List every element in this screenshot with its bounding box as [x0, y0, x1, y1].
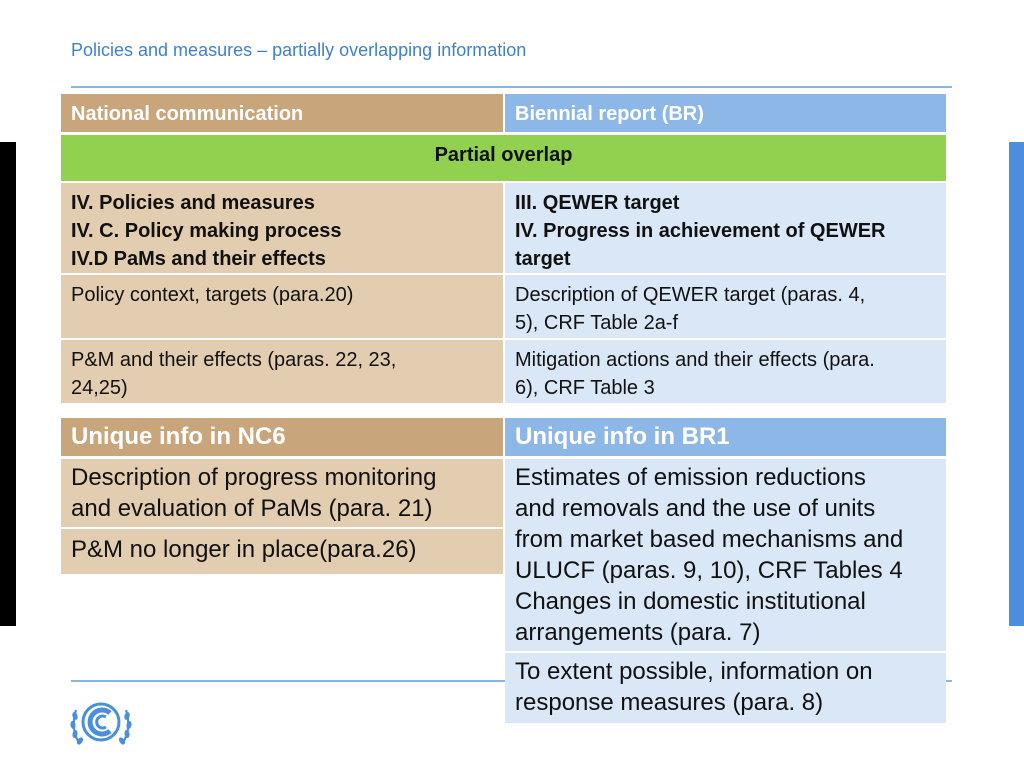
- cell-line: P&M no longer in place(para.26): [71, 536, 417, 563]
- nc-section-line: IV. Policies and measures: [71, 192, 315, 214]
- unique-nc-monitoring-cell: [61, 459, 503, 527]
- cell-line: and evaluation of PaMs (para. 21): [71, 495, 433, 522]
- nc-section-line: IV.D PaMs and their effects: [71, 248, 326, 270]
- cell-line: ULUCF (paras. 9, 10), CRF Tables 4: [515, 557, 903, 584]
- br-section-line: IV. Progress in achievement of QEWER: [515, 220, 886, 242]
- cell-line: Mitigation actions and their effects (para.: [515, 349, 875, 371]
- cell-line: from market based mechanisms and: [515, 526, 904, 553]
- cell-line: To extent possible, information on: [515, 658, 873, 685]
- br-sections-cell: [505, 183, 946, 273]
- cell-line: arrangements (para. 7): [515, 619, 761, 646]
- unique-nc-no-longer-cell: [61, 529, 503, 574]
- cell-line: Description of QEWER target (paras. 4,: [515, 284, 866, 306]
- title-divider: [71, 86, 952, 88]
- left-accent-bar: [0, 142, 16, 626]
- partial-overlap-band: Partial overlap: [61, 135, 946, 181]
- cell-line: Changes in domestic institutional: [515, 588, 866, 615]
- nc-pam-effects-cell: [61, 340, 503, 403]
- unique-br-estimates-cell: [505, 459, 946, 651]
- unique-br-header: Unique info in BR1: [505, 418, 946, 456]
- nc-sections-cell: [61, 183, 503, 273]
- slide-title: Policies and measures – partially overlapping information: [71, 40, 527, 60]
- cell-line: Description of progress monitoring: [71, 464, 437, 491]
- unique-nc-header: Unique info in NC6: [61, 418, 503, 456]
- nc-header: National communication: [61, 94, 503, 132]
- cell-line: and removals and the use of units: [515, 495, 876, 522]
- cell-line: Policy context, targets (para.20): [71, 284, 354, 306]
- cell-line: Estimates of emission reductions: [515, 464, 866, 491]
- unique-br-response-measures-cell: [505, 653, 946, 723]
- unfccc-logo-icon: [66, 694, 136, 752]
- right-accent-bar: [1009, 142, 1024, 626]
- br-section-line: target: [515, 248, 571, 270]
- br-header: Biennial report (BR): [505, 94, 946, 132]
- br-mitigation-cell: [505, 340, 946, 403]
- cell-line: P&M and their effects (paras. 22, 23,: [71, 349, 397, 371]
- cell-line: 24,25): [71, 377, 128, 399]
- nc-section-line: IV. C. Policy making process: [71, 220, 342, 242]
- cell-line: 6), CRF Table 3: [515, 377, 655, 399]
- cell-line: 5), CRF Table 2a-f: [515, 312, 679, 334]
- nc-policy-context-cell: [61, 275, 503, 338]
- br-qewer-description-cell: [505, 275, 946, 338]
- br-section-line: III. QEWER target: [515, 192, 680, 214]
- cell-line: response measures (para. 8): [515, 689, 824, 716]
